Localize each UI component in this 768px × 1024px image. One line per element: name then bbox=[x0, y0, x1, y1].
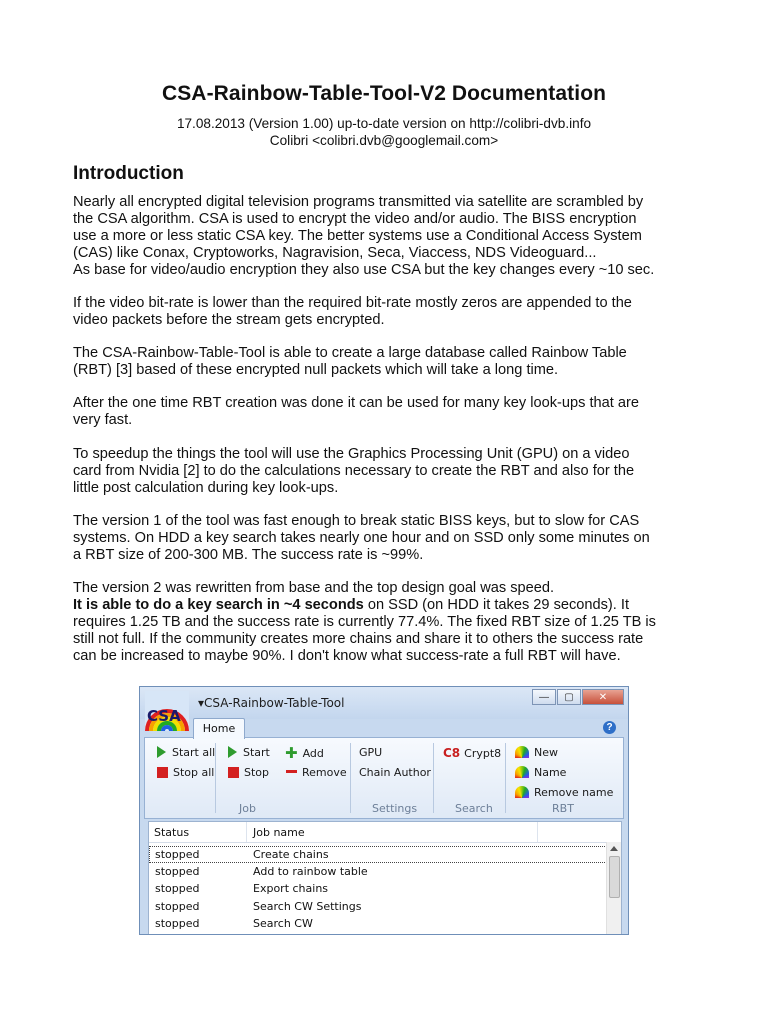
rbt-new-button[interactable] bbox=[515, 746, 558, 759]
scrollbar-thumb[interactable] bbox=[609, 856, 620, 898]
paragraph-csa-overview bbox=[73, 194, 713, 279]
group-label-rbt: RBT bbox=[552, 802, 574, 815]
rbt-name-button[interactable] bbox=[515, 766, 566, 779]
job-list-header bbox=[149, 822, 621, 843]
job-name-cell: Create chains bbox=[253, 848, 329, 861]
document-version-line: 17.08.2013 (Version 1.00) up-to-date version on http://colibri-dvb.info bbox=[176, 116, 592, 131]
bold-key-search-claim: It is able to do a key search in ~4 seconds bbox=[73, 597, 364, 613]
rbt-remove-name-button[interactable] bbox=[515, 786, 613, 799]
chain-author-button[interactable]: Chain Author bbox=[359, 766, 431, 779]
text-line: To speedup the things the tool will use the Graphics Processing Unit (GPU) on a video bbox=[73, 446, 630, 462]
group-label-job: Job bbox=[239, 802, 256, 815]
add-button[interactable] bbox=[285, 744, 324, 762]
table-row[interactable] bbox=[149, 846, 607, 863]
column-divider[interactable] bbox=[537, 822, 538, 842]
window-titlebar bbox=[140, 687, 628, 725]
status-cell: stopped bbox=[155, 882, 200, 895]
stop-all-label: Stop all bbox=[173, 766, 215, 779]
introduction-heading: Introduction bbox=[73, 163, 184, 184]
paragraph-version-1 bbox=[73, 513, 713, 564]
csa-logo-icon bbox=[145, 691, 189, 731]
stop-button[interactable] bbox=[228, 766, 269, 779]
start-all-label: Start all bbox=[172, 746, 216, 759]
text-line: systems. On HDD a key search takes nearly one hour and on SSD only some minutes on bbox=[73, 530, 650, 546]
text-line bbox=[73, 597, 713, 614]
play-icon bbox=[157, 746, 166, 758]
text-line: little post calculation during key look-ups. bbox=[73, 480, 339, 496]
text-line: can be increased to maybe 90%. I don't know what success-rate a full RBT will have. bbox=[73, 648, 621, 664]
text-line: use a more or less static CSA key. The better systems use a Conditional Access System bbox=[73, 228, 642, 244]
rainbow-icon bbox=[515, 746, 529, 758]
column-divider[interactable] bbox=[246, 822, 247, 842]
text-line: The version 1 of the tool was fast enough to break static BISS keys, but to slow for CAS bbox=[73, 513, 640, 529]
text-line: The version 2 was rewritten from base and the top design goal was speed. bbox=[73, 580, 555, 596]
plus-icon: ✚ bbox=[285, 744, 298, 762]
name-label: Name bbox=[534, 766, 567, 779]
column-header-status[interactable]: Status bbox=[154, 826, 190, 839]
divider bbox=[215, 743, 216, 813]
divider bbox=[505, 743, 506, 813]
start-label: Start bbox=[243, 746, 270, 759]
text-line: The CSA-Rainbow-Table-Tool is able to create a large database called Rainbow Table bbox=[73, 345, 627, 361]
maximize-button[interactable]: ▢ bbox=[557, 689, 581, 705]
help-icon[interactable]: ? bbox=[603, 721, 616, 734]
remove-name-label: Remove name bbox=[534, 786, 614, 799]
status-cell: stopped bbox=[155, 848, 200, 861]
text-line: As base for video/audio encryption they also use CSA but the key changes every ~10 sec. bbox=[73, 262, 655, 278]
stop-all-button[interactable] bbox=[157, 766, 214, 779]
job-name-cell: Add to rainbow table bbox=[253, 865, 368, 878]
minimize-button[interactable]: — bbox=[532, 689, 556, 705]
crypt8-icon: C8 bbox=[443, 746, 461, 760]
stop-icon bbox=[157, 767, 168, 778]
text-line: still not full. If the community creates more chains and share it to others the success rate bbox=[73, 631, 644, 647]
table-row[interactable] bbox=[149, 898, 607, 915]
paragraph-version-2 bbox=[73, 580, 713, 665]
window-controls bbox=[531, 689, 624, 705]
paragraph-bitrate bbox=[73, 295, 713, 329]
table-row[interactable] bbox=[149, 880, 607, 897]
text-line: If the video bit-rate is lower than the required bit-rate mostly zeros are appended to the bbox=[73, 295, 632, 311]
status-cell: stopped bbox=[155, 900, 200, 913]
paragraph-lookup bbox=[73, 395, 713, 429]
text-line: a RBT size of 200-300 MB. The success rate is ~99%. bbox=[73, 547, 424, 563]
crypt8-label: Crypt8 bbox=[464, 747, 502, 760]
rainbow-icon bbox=[515, 786, 529, 798]
table-row[interactable] bbox=[149, 863, 607, 880]
table-row[interactable] bbox=[149, 915, 607, 932]
add-label: Add bbox=[302, 747, 324, 760]
window-title: ▾CSA-Rainbow-Table-Tool bbox=[198, 696, 345, 710]
text-line: Nearly all encrypted digital television programs transmitted via satellite are scrambled by bbox=[73, 194, 644, 210]
start-all-button[interactable] bbox=[157, 746, 215, 759]
text-line: video packets before the stream gets encrypted. bbox=[73, 312, 385, 328]
ribbon-toolbar bbox=[144, 737, 624, 819]
job-name-cell: Search CW bbox=[253, 917, 313, 930]
text-line: very fast. bbox=[73, 412, 133, 428]
text-line: card from Nvidia [2] to do the calculations necessary to create the RBT and also for the bbox=[73, 463, 635, 479]
scroll-up-arrow-icon[interactable] bbox=[610, 846, 618, 851]
minus-icon bbox=[286, 770, 297, 773]
job-name-cell: Export chains bbox=[253, 882, 329, 895]
tab-home[interactable]: Home bbox=[193, 718, 245, 739]
new-label: New bbox=[534, 746, 558, 759]
job-name-cell: Search CW Settings bbox=[253, 900, 362, 913]
status-cell: stopped bbox=[155, 865, 200, 878]
remove-button[interactable] bbox=[286, 766, 347, 779]
text-line: (CAS) like Conax, Cryptoworks, Nagravision, Seca, Viaccess, NDS Videoguard... bbox=[73, 245, 597, 261]
document-author-line: Colibri <colibri.dvb@googlemail.com> bbox=[269, 133, 499, 148]
text-line: After the one time RBT creation was done it can be used for many key look-ups that are bbox=[73, 395, 639, 411]
crypt8-button[interactable] bbox=[443, 746, 501, 760]
job-list bbox=[148, 821, 622, 935]
play-icon bbox=[228, 746, 237, 758]
stop-label: Stop bbox=[244, 766, 270, 779]
text-span: on SSD (on HDD it takes 29 seconds). It bbox=[363, 597, 630, 613]
start-button[interactable] bbox=[228, 746, 270, 759]
column-header-job-name[interactable]: Job name bbox=[253, 826, 305, 839]
text-line: (RBT) [3] based of these encrypted null packets which will take a long time. bbox=[73, 362, 559, 378]
app-window-screenshot bbox=[139, 686, 629, 935]
gpu-button[interactable]: GPU bbox=[359, 746, 383, 759]
paragraph-rainbow-table bbox=[73, 345, 713, 379]
paragraph-gpu bbox=[73, 446, 713, 497]
logo-text: CSA bbox=[147, 707, 181, 725]
text-line: requires 1.25 TB and the success rate is currently 77.4%. The fixed RBT size of 1.25 TB is bbox=[73, 614, 656, 630]
group-label-search: Search bbox=[455, 802, 493, 815]
group-label-settings: Settings bbox=[372, 802, 418, 815]
text-line: the CSA algorithm. CSA is used to encrypt the video and/or audio. The BISS encryption bbox=[73, 211, 637, 227]
vertical-scrollbar[interactable] bbox=[606, 842, 621, 935]
status-cell: stopped bbox=[155, 917, 200, 930]
document-title: CSA-Rainbow-Table-Tool-V2 Documentation bbox=[161, 82, 607, 105]
remove-label: Remove bbox=[302, 766, 347, 779]
close-button[interactable]: ✕ bbox=[582, 689, 624, 705]
stop-icon bbox=[228, 767, 239, 778]
divider bbox=[350, 743, 351, 813]
divider bbox=[433, 743, 434, 813]
rainbow-icon bbox=[515, 766, 529, 778]
